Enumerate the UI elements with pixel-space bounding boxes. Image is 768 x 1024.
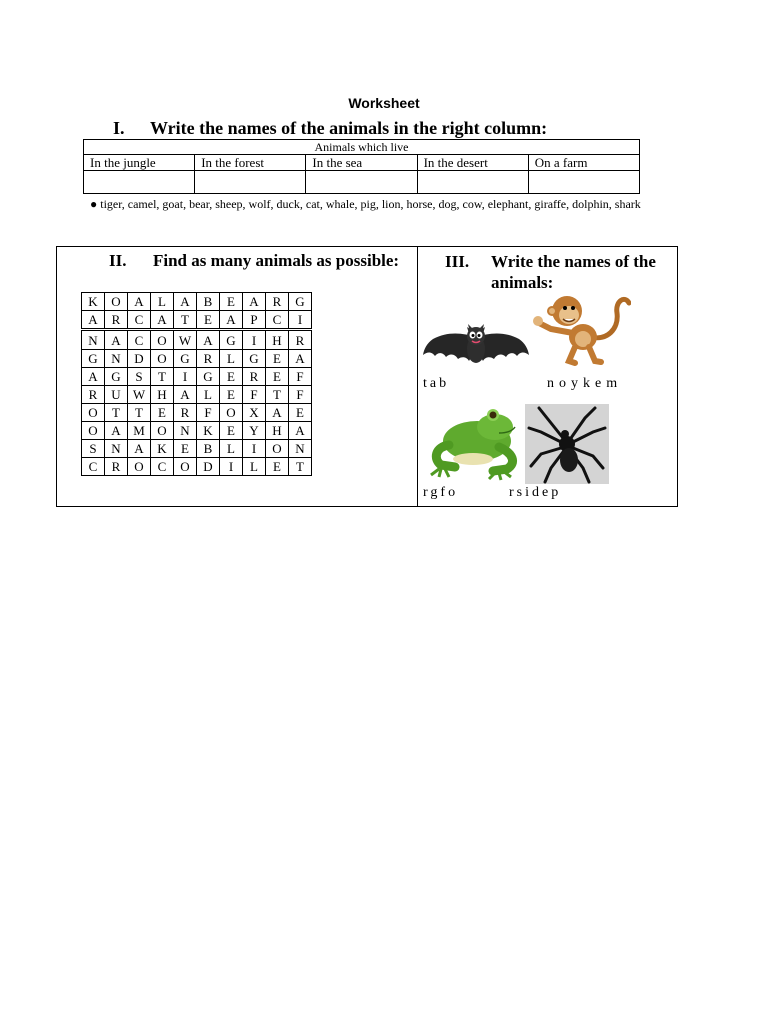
grid-cell[interactable]: A	[174, 386, 197, 404]
grid-cell[interactable]: I	[174, 368, 197, 386]
grid-cell[interactable]: R	[243, 368, 266, 386]
grid-cell[interactable]: R	[174, 404, 197, 422]
grid-cell[interactable]: I	[243, 440, 266, 458]
grid-cell[interactable]: R	[197, 350, 220, 368]
grid-cell[interactable]: O	[82, 404, 105, 422]
grid-cell[interactable]: A	[105, 422, 128, 440]
grid-cell[interactable]: H	[266, 330, 289, 350]
column-divider	[417, 247, 418, 506]
grid-cell[interactable]: T	[151, 368, 174, 386]
grid-cell[interactable]: W	[128, 386, 151, 404]
grid-cell[interactable]: B	[197, 293, 220, 311]
grid-cell[interactable]: N	[289, 440, 312, 458]
grid-cell[interactable]: N	[82, 330, 105, 350]
grid-cell[interactable]: K	[151, 440, 174, 458]
grid-cell[interactable]: O	[82, 422, 105, 440]
grid-row	[82, 440, 312, 458]
grid-cell[interactable]: E	[266, 350, 289, 368]
grid-cell[interactable]: L	[151, 293, 174, 311]
grid-cell[interactable]: G	[243, 350, 266, 368]
answer-cell-jungle[interactable]	[84, 171, 195, 194]
grid-cell[interactable]: I	[289, 311, 312, 330]
grid-cell[interactable]: N	[105, 350, 128, 368]
section-2-text: Find as many animals as possible:	[153, 251, 400, 270]
grid-row	[82, 330, 312, 350]
answer-cell-forest[interactable]	[195, 171, 306, 194]
grid-cell[interactable]: A	[105, 330, 128, 350]
section-3-heading	[445, 251, 675, 293]
grid-cell[interactable]: L	[220, 350, 243, 368]
grid-cell[interactable]: O	[151, 422, 174, 440]
grid-cell[interactable]: O	[128, 458, 151, 476]
grid-row	[82, 368, 312, 386]
scrambled-word-frog: rgfo	[423, 485, 459, 500]
grid-cell[interactable]: A	[174, 293, 197, 311]
word-list: ● tiger, camel, goat, bear, sheep, wolf, duck, cat, whale, pig, lion, horse, dog, cow, elephant, giraffe, dolphin, shark	[90, 197, 641, 211]
grid-cell[interactable]: H	[151, 386, 174, 404]
section-1-text: Write the names of the animals in the right column:	[150, 118, 548, 138]
grid-cell[interactable]: G	[82, 350, 105, 368]
grid-cell[interactable]: E	[220, 368, 243, 386]
monkey-icon	[529, 289, 631, 367]
grid-cell[interactable]: L	[220, 440, 243, 458]
grid-cell[interactable]: S	[82, 440, 105, 458]
column-header-desert: In the desert	[417, 155, 528, 171]
grid-cell[interactable]: H	[266, 422, 289, 440]
grid-cell[interactable]: A	[220, 311, 243, 330]
section-2-heading	[109, 251, 399, 271]
grid-row	[82, 422, 312, 440]
section-3-number: III.	[445, 252, 470, 271]
section-1-heading	[113, 118, 547, 139]
scrambled-word-monkey: noykem	[547, 376, 623, 391]
grid-cell[interactable]: N	[174, 422, 197, 440]
grid-cell[interactable]: F	[197, 404, 220, 422]
grid-cell[interactable]: G	[174, 350, 197, 368]
grid-cell[interactable]: F	[289, 386, 312, 404]
grid-row	[82, 350, 312, 368]
animals-table	[83, 139, 640, 194]
grid-cell[interactable]: W	[174, 330, 197, 350]
grid-cell[interactable]: E	[197, 311, 220, 330]
grid-cell[interactable]: I	[243, 330, 266, 350]
grid-cell[interactable]: C	[82, 458, 105, 476]
grid-cell[interactable]: L	[243, 458, 266, 476]
grid-cell[interactable]: A	[151, 311, 174, 330]
grid-cell[interactable]: T	[174, 311, 197, 330]
grid-cell[interactable]: T	[289, 458, 312, 476]
section-3-text: Write the names of the animals:	[491, 252, 656, 292]
grid-cell[interactable]: T	[266, 386, 289, 404]
grid-row	[82, 404, 312, 422]
grid-cell[interactable]: R	[105, 311, 128, 330]
grid-cell[interactable]: E	[266, 368, 289, 386]
grid-cell[interactable]: A	[289, 350, 312, 368]
column-header-farm: On a farm	[528, 155, 639, 171]
answer-cell-sea[interactable]	[306, 171, 417, 194]
grid-cell[interactable]: A	[128, 440, 151, 458]
grid-cell[interactable]: C	[128, 311, 151, 330]
grid-cell[interactable]: C	[128, 330, 151, 350]
animals-table-caption: Animals which live	[84, 140, 640, 155]
column-header-sea: In the sea	[306, 155, 417, 171]
scrambled-word-bat: tab	[423, 376, 450, 391]
grid-row	[82, 293, 312, 311]
grid-cell[interactable]: X	[243, 404, 266, 422]
grid-cell[interactable]: R	[289, 330, 312, 350]
scrambled-word-spider: rsidep	[509, 485, 562, 500]
answer-cell-desert[interactable]	[417, 171, 528, 194]
grid-cell[interactable]: G	[105, 368, 128, 386]
grid-cell[interactable]: E	[151, 404, 174, 422]
grid-cell[interactable]: T	[128, 404, 151, 422]
grid-cell[interactable]: D	[128, 350, 151, 368]
answer-cell-farm[interactable]	[528, 171, 639, 194]
grid-cell[interactable]: N	[105, 440, 128, 458]
section-1-number: I.	[113, 118, 125, 138]
worksheet-title: Worksheet	[348, 95, 420, 111]
grid-cell[interactable]: B	[197, 440, 220, 458]
grid-cell[interactable]: A	[289, 422, 312, 440]
section-2-number: II.	[109, 251, 127, 270]
grid-cell[interactable]: I	[220, 458, 243, 476]
grid-cell[interactable]: O	[266, 440, 289, 458]
grid-cell[interactable]: P	[243, 311, 266, 330]
grid-cell[interactable]: A	[82, 311, 105, 330]
grid-cell[interactable]: E	[289, 404, 312, 422]
word-search-grid	[81, 292, 312, 476]
grid-cell[interactable]: A	[243, 293, 266, 311]
grid-cell[interactable]: G	[220, 330, 243, 350]
exercise-box	[56, 246, 678, 507]
grid-row	[82, 386, 312, 404]
grid-cell[interactable]: Y	[243, 422, 266, 440]
grid-cell[interactable]: A	[128, 293, 151, 311]
grid-cell[interactable]: F	[289, 368, 312, 386]
grid-cell[interactable]: O	[151, 330, 174, 350]
grid-cell[interactable]: O	[220, 404, 243, 422]
grid-cell[interactable]: K	[197, 422, 220, 440]
grid-cell[interactable]: A	[266, 404, 289, 422]
grid-cell[interactable]: A	[82, 368, 105, 386]
grid-cell[interactable]: C	[151, 458, 174, 476]
grid-row	[82, 311, 312, 330]
grid-cell[interactable]: S	[128, 368, 151, 386]
grid-cell[interactable]: G	[197, 368, 220, 386]
grid-cell[interactable]: O	[174, 458, 197, 476]
grid-cell[interactable]: E	[220, 386, 243, 404]
grid-cell[interactable]: A	[197, 330, 220, 350]
grid-cell[interactable]: O	[151, 350, 174, 368]
grid-cell[interactable]: U	[105, 386, 128, 404]
grid-cell[interactable]: E	[220, 422, 243, 440]
grid-cell[interactable]: G	[289, 293, 312, 311]
grid-cell[interactable]: E	[220, 293, 243, 311]
grid-cell[interactable]: C	[266, 311, 289, 330]
frog-icon	[425, 397, 521, 481]
grid-cell[interactable]: R	[82, 386, 105, 404]
column-header-forest: In the forest	[195, 155, 306, 171]
grid-cell[interactable]: E	[266, 458, 289, 476]
grid-cell[interactable]: K	[82, 293, 105, 311]
spider-icon	[525, 404, 609, 484]
bat-icon	[423, 319, 529, 377]
grid-cell[interactable]: E	[174, 440, 197, 458]
grid-cell[interactable]: M	[128, 422, 151, 440]
grid-cell[interactable]: T	[105, 404, 128, 422]
column-header-jungle: In the jungle	[84, 155, 195, 171]
grid-cell[interactable]: D	[197, 458, 220, 476]
grid-row	[82, 458, 312, 476]
grid-cell[interactable]: L	[197, 386, 220, 404]
grid-cell[interactable]: R	[266, 293, 289, 311]
grid-cell[interactable]: O	[105, 293, 128, 311]
grid-cell[interactable]: F	[243, 386, 266, 404]
grid-cell[interactable]: R	[105, 458, 128, 476]
